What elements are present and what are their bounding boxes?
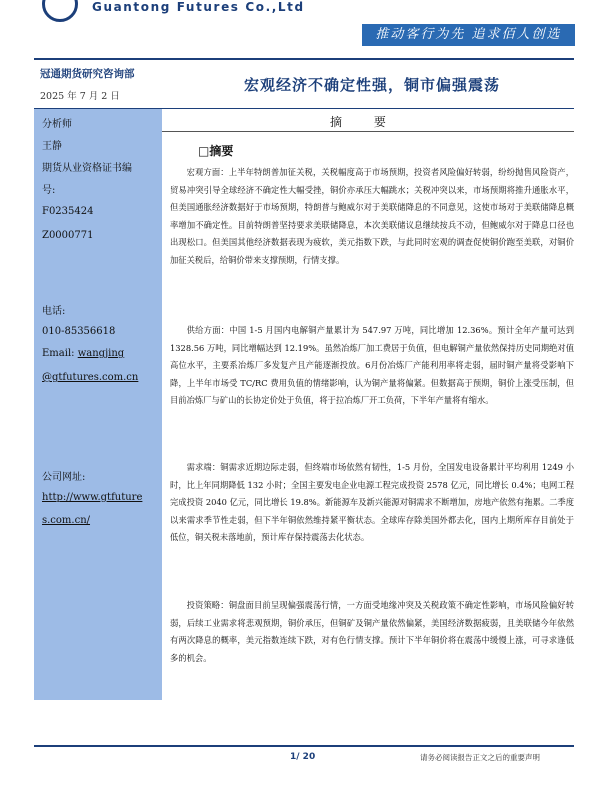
analyst-label: 分析师 [42,119,72,130]
header-divider [34,58,574,60]
department-name: 冠通期货研究咨询部 [40,68,135,80]
logo-text: Guantong Futures Co.,Ltd [92,0,305,14]
email-label: Email: [42,348,78,359]
company-logo [34,0,314,18]
paragraph-supply: 供给方面：中国 1-5 月国内电解铜产量累计为 547.97 万吨，同比增加 12.36%。预计全年产量可达到 1328.56 万吨，同比增幅达到 12.19%。虽然冶炼厂加工费居于负值，但电解铜产量依然保持历史同期绝对值高位水平，主要系冶炼厂多发复产且产能逐渐投放。6月份冶炼厂产能利用率将走弱，届时铜产量将受影响下降，上半年市场受 TC/RC 费用负值的情绪影响，认为铜产量将偏紧。但数据高于预期，铜价上涨受压制，但目前冶炼厂与矿山的长协定价处于负值，将于拉冶炼厂开工负荷，下半年产量将有缩水。 [170,325,574,406]
email-domain-link[interactable]: @gtfutures.com.cn [42,372,139,383]
website-link-line1[interactable]: http://www.gtfuture [42,492,143,503]
footer-divider [34,745,574,747]
abstract-label: □摘要 [198,144,234,158]
paragraph-strategy: 投资策略：铜盘面目前呈现偏强震荡行情，一方面受地缘冲突及关税政策不确定性影响，市场风险偏好转弱，后续工业需求将悲观预期，铜价承压，但铜矿及铜产量依然偏紧，美国经济数据疲弱，且美联储今年依然有两次降息的概率，美元指数连续下跌，对有色行情支撑。预计下半年铜价将在震荡中缓慢上涨，可寻求逢低多的机会。 [170,600,574,663]
cert-label-line1: 期货从业资格证书编 [42,163,132,174]
analyst-name: 王静 [42,141,62,152]
page-number: 1/ 20 [290,752,316,762]
analyst-sidebar [34,109,162,700]
website-link-line2[interactable]: s.com.cn/ [42,515,91,526]
cert-label-line2: 号: [42,185,56,196]
cert-number-1: F0235424 [42,206,94,217]
report-title: 宏观经济不确定性强，铜市偏强震荡 [243,76,500,94]
website-label: 公司网址: [42,472,86,483]
logo-emblem-icon [42,0,78,22]
slogan-banner: 推动客行为先 追求佰人创选 [362,24,575,46]
report-date: 2025 年 7 月 2 日 [40,91,120,102]
footer-disclaimer: 请务必阅读报告正文之后的重要声明 [420,753,540,762]
email-user-link[interactable]: wangjing [77,348,125,359]
paragraph-macro: 宏观方面：上半年特朗普加征关税，关税幅度高于市场预期，投资者风险偏好转弱，纷纷抛售风险资产，贸易冲突引导全球经济不确定性大幅受挫，铜价亦承压大幅跳水；关税冲突以来，市场预期将推升通胀水平，但美国通胀经济数据好于市场预期，特朗普与鲍威尔对于美联储降息的不同意见，这使市场对于美联储降息概率增加不确定性。目前特朗普坚持要求美联储降息，本次美联储议息继续按兵不动，但鲍威尔对于降息口径也出现松口。但美国其他经济数据表现为疲软，美元指数下跌，与此同时宏观的调查促使铜价跑至美联，对铜价加征关税后，给铜价带来支撑预期，行情支撑。 [170,167,574,265]
cert-number-2: Z0000771 [42,230,94,241]
summary-heading: 摘 要 [330,115,400,129]
email-line [42,348,124,359]
phone-label: 电话: [42,306,66,317]
paragraph-demand: 需求端：铜需求近期边际走弱，但终端市场依然有韧性，1-5 月份，全国发电设备累计平均利用 1249 小时，比上年同期降低 132 小时；全国主要发电企业电源工程完成投资 2578 亿元，同比增长 0.4%；电网工程完成投资 2040 亿元，同比增长 19.8%。新能源车及新兴能源对铜需求不断增加，房地产依然有拖累。二季度以来需求季节性走弱，但下半年铜依然维持紧平衡状态。全球库存除美国外都去化，国内上期所库存目前处于低位，铜关税未落地前，预计库存保持震荡去化状态。 [170,462,574,543]
summary-divider [162,131,574,132]
phone-number: 010-85356618 [42,326,116,337]
